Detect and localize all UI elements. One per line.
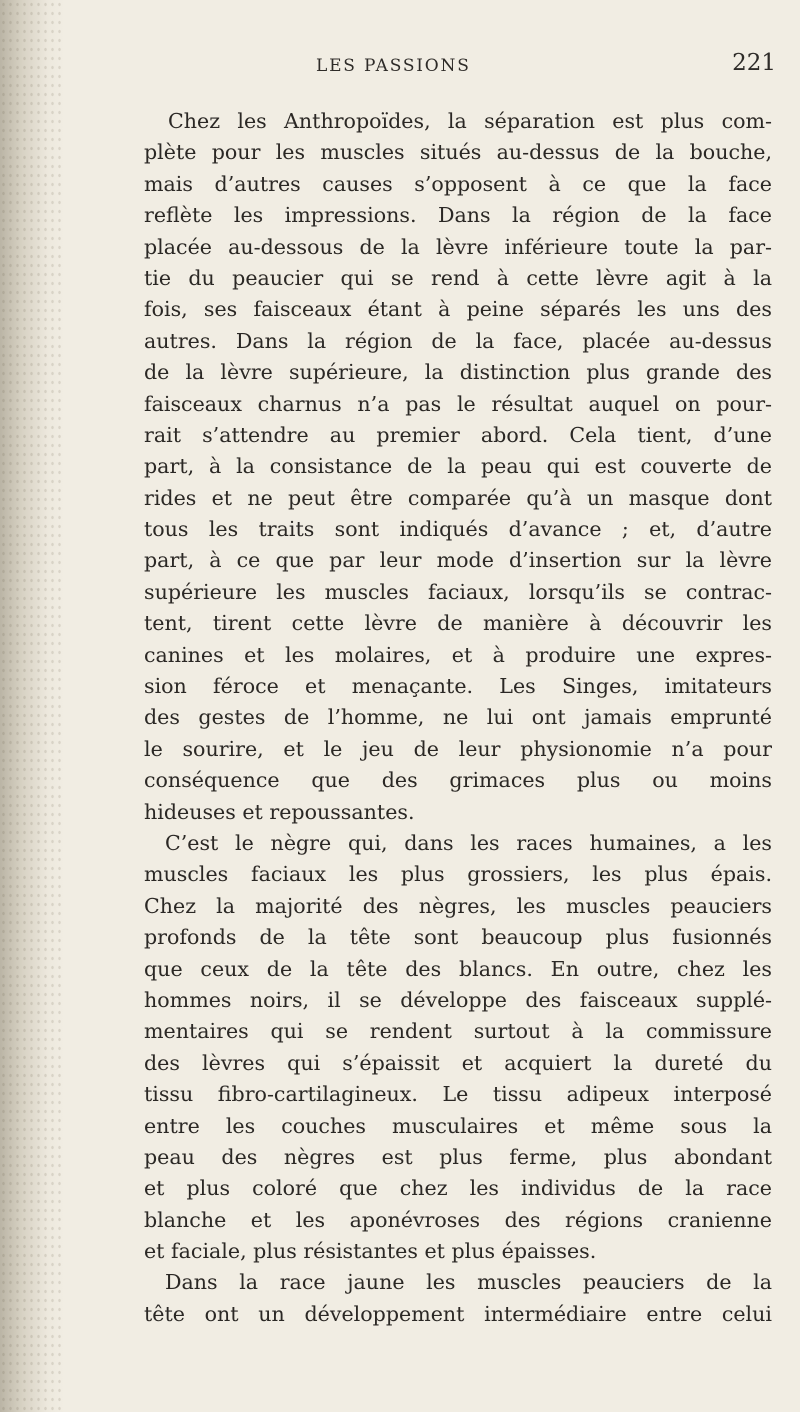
text-line: fois, ses faisceaux étant à peine séparés les uns des [144, 297, 772, 322]
text-line: mentaires qui se rendent surtout à la commissure [144, 1019, 772, 1044]
text-line: tent, tirent cette lèvre de manière à découvrir les [144, 611, 772, 636]
text-line: muscles faciaux les plus grossiers, les plus épais. [144, 862, 772, 887]
text-line: et plus coloré que chez les individus de la race [144, 1176, 772, 1201]
text-line: supérieure les muscles faciaux, lorsqu’ils se contrac- [144, 579, 772, 604]
text-line: blanche et les aponévroses des régions cranienne [144, 1207, 772, 1232]
text-line: Dans la race jaune les muscles peauciers de la [165, 1270, 772, 1295]
text-line: sion féroce et menaçante. Les Singes, imitateurs [144, 674, 772, 699]
text-line: reflète les impressions. Dans la région de la face [144, 203, 772, 228]
text-line: Chez la majorité des nègres, les muscles peauciers [144, 893, 772, 918]
text-line: le sourire, et le jeu de leur physionomie n’a pour [144, 736, 772, 761]
text-line: Chez les Anthropoïdes, la séparation est plus com- [168, 109, 772, 133]
text-line: rides et ne peut être comparée qu’à un masque dont [144, 485, 772, 510]
page-number: 221 [732, 50, 776, 76]
text-line: de la lèvre supérieure, la distinction plus grande des [144, 360, 772, 385]
text-line: canines et les molaires, et à produire une expres- [144, 642, 772, 667]
text-line: placée au-dessous de la lèvre inférieure toute la par- [144, 234, 772, 259]
text-line: part, à la consistance de la peau qui est couverte de [144, 454, 772, 479]
text-line: peau des nègres est plus ferme, plus abondant [144, 1144, 772, 1169]
text-line: entre les couches musculaires et même sous la [144, 1113, 772, 1138]
text-line: mais d’autres causes s’opposent à ce que la face [144, 171, 772, 196]
text-line: des lèvres qui s’épaissit et acquiert la dureté du [144, 1050, 772, 1075]
text-line: C’est le nègre qui, dans les races humaines, a les [165, 830, 772, 855]
text-line: et faciale, plus résistantes et plus épaisses. [144, 1239, 597, 1264]
text-line: autres. Dans la région de la face, placée au-dessus [144, 328, 772, 353]
text-line: hommes noirs, il se développe des faisceaux supplé- [144, 987, 772, 1012]
text-line: profonds de la tête sont beaucoup plus fusionnés [144, 925, 772, 950]
page-header [104, 0, 784, 104]
text-line: tête ont un développement intermédiaire entre celui [144, 1301, 772, 1326]
text-line: tie du peaucier qui se rend à cette lèvre agit à la [144, 265, 772, 290]
text-line: tissu fibro-cartilagineux. Le tissu adipeux interposé [144, 1082, 772, 1107]
text-line: faisceaux charnus n’a pas le résultat auquel on pour- [144, 391, 772, 416]
text-line: hideuses et repoussantes. [144, 799, 415, 824]
text-line: rait s’attendre au premier abord. Cela tient, d’une [144, 422, 772, 447]
text-line: conséquence que des grimaces plus ou moins [144, 768, 772, 793]
running-head: LES PASSIONS [316, 56, 471, 76]
text-line: que ceux de la tête des blancs. En outre, chez les [144, 956, 772, 981]
text-line: tous les traits sont indiqués d’avance ; et, d’autre [144, 517, 772, 542]
text-line: part, à ce que par leur mode d’insertion sur la lèvre [144, 548, 772, 573]
body-text [144, 106, 772, 1330]
text-line: plète pour les muscles situés au-dessus de la bouche, [144, 140, 772, 165]
text-line: des gestes de l’homme, ne lui ont jamais emprunté [144, 705, 772, 730]
book-page [104, 0, 784, 1412]
page-binding-edge [0, 0, 64, 1412]
